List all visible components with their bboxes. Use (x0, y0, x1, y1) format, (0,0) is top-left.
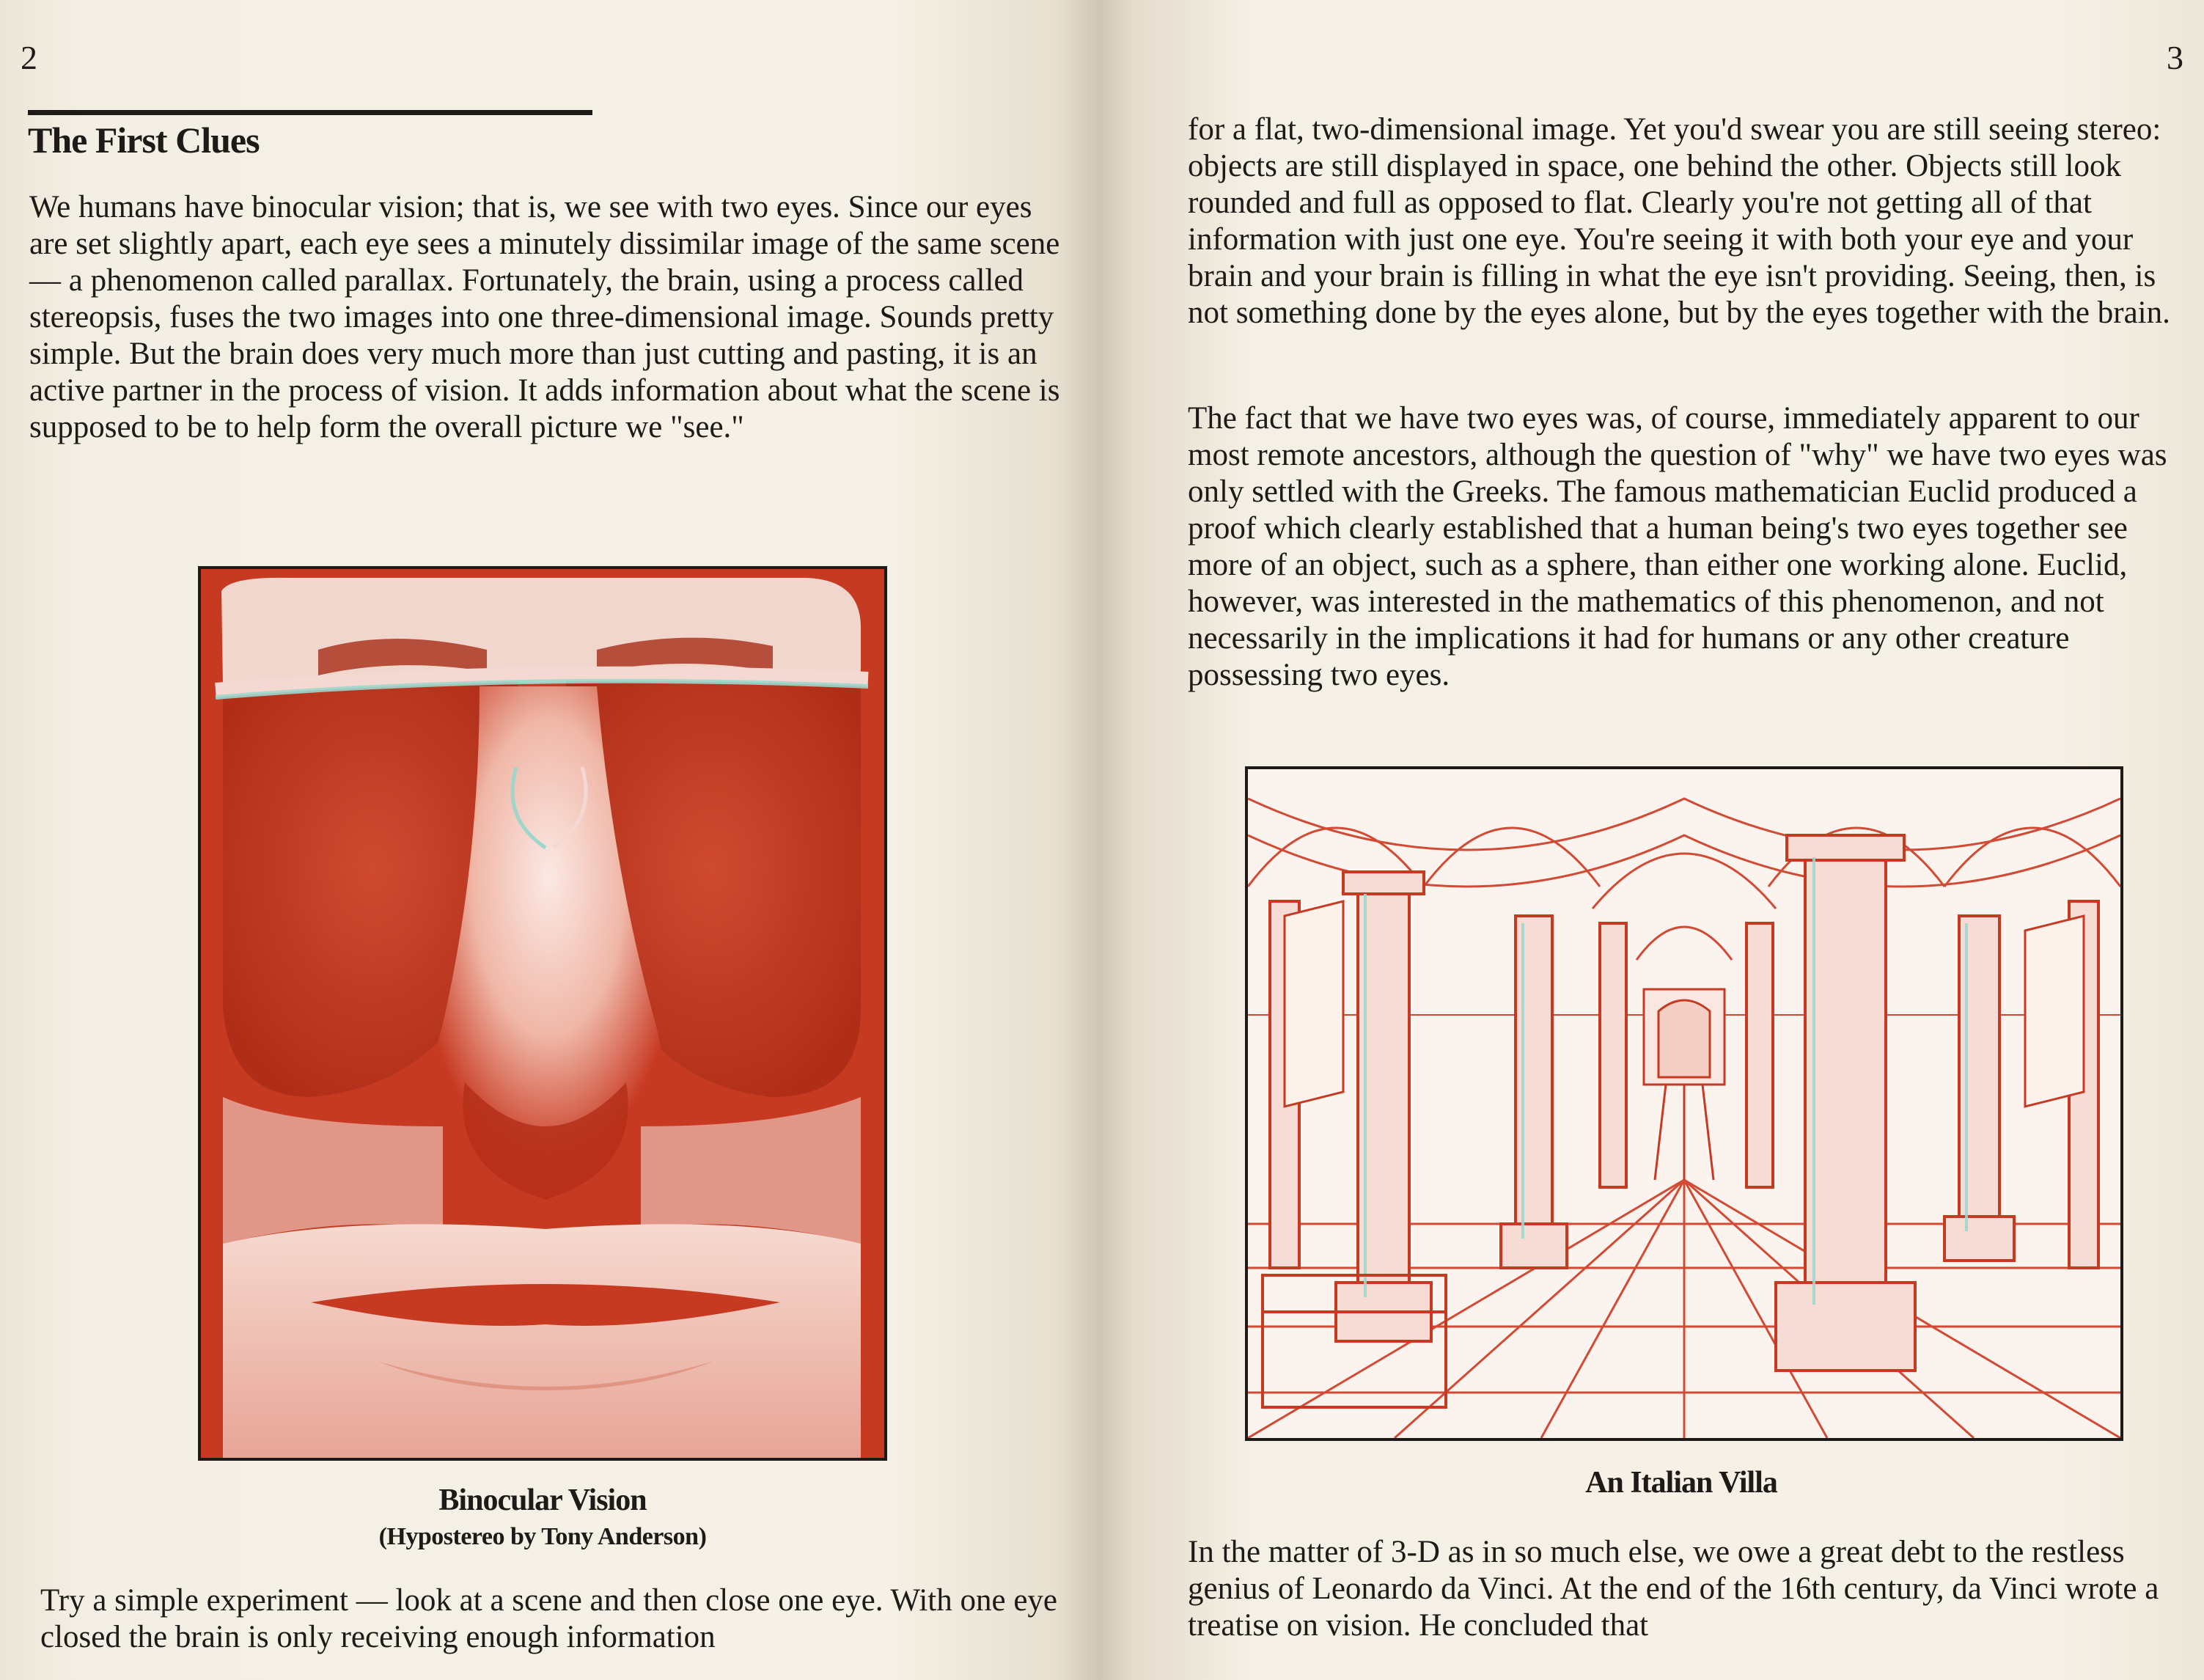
anaglyph-face-image (201, 569, 884, 1458)
villa-caption-title: An Italian Villa (1585, 1466, 1777, 1500)
figure-caption-credit: (Hypostereo by Tony Anderson) (378, 1523, 707, 1550)
left-paragraph-1: We humans have binocular vision; that is, we see with two eyes. Since our eyes are set slightly apart, each eye sees a minutely dissimilar image of the same scene — a phenomenon called parallax. Fortunately, the brain, using a process called stereopsis, fuses the two images into one three-dimensional image. Sounds pretty simple. But the brain does very much more than just cutting and pasting, it is an active partner in the process of vision. It adds information about what the scene is supposed to be to help form the overall picture we "see." (29, 190, 1060, 444)
anaglyph-villa-image (1248, 769, 2120, 1438)
italian-villa-illustration (1245, 766, 2123, 1441)
left-page (0, 0, 1100, 1680)
binocular-vision-photo (198, 566, 887, 1461)
right-paragraph-1: for a flat, two-dimensional image. Yet you'd swear you are still seeing stereo: objects are still displayed in space, one behind the other. Objects still look rounded and full as opposed to flat. Clearly you're not getting all of that information with just one eye. You're seeing it with both your eye and your brain and your brain is filling in what the eye isn't providing. Seeing, then, is not something done by the eyes alone, but by the eyes together with the brain. (1188, 112, 2170, 330)
heading-rule (28, 110, 592, 115)
right-paragraph-3: In the matter of 3-D as in so much else, we owe a great debt to the restless genius of Leonardo da Vinci. At the end of the 16th century, da Vinci wrote a treatise on vision. He concluded that (1188, 1535, 2159, 1643)
right-paragraph-2: The fact that we have two eyes was, of course, immediately apparent to our most remote ancestors, although the question of "why" we have two eyes was only settled with the Greeks. The famous mathematician Euclid produced a proof which clearly established that a human being's two eyes together see more of an object, such as a sphere, than either one working alone. Euclid, however, was interested in the mathematics of this phenomenon, and not necessarily in the implications it had for humans or any other creature possessing two eyes. (1188, 401, 2167, 692)
left-paragraph-2: Try a simple experiment — look at a scene and then close one eye. With one eye closed the brain is only receiving enough information (40, 1583, 1058, 1654)
page-number-right: 3 (2167, 39, 2183, 76)
page-number-left: 2 (21, 39, 37, 76)
section-heading: The First Clues (28, 120, 260, 161)
figure-caption-title: Binocular Vision (438, 1483, 647, 1517)
